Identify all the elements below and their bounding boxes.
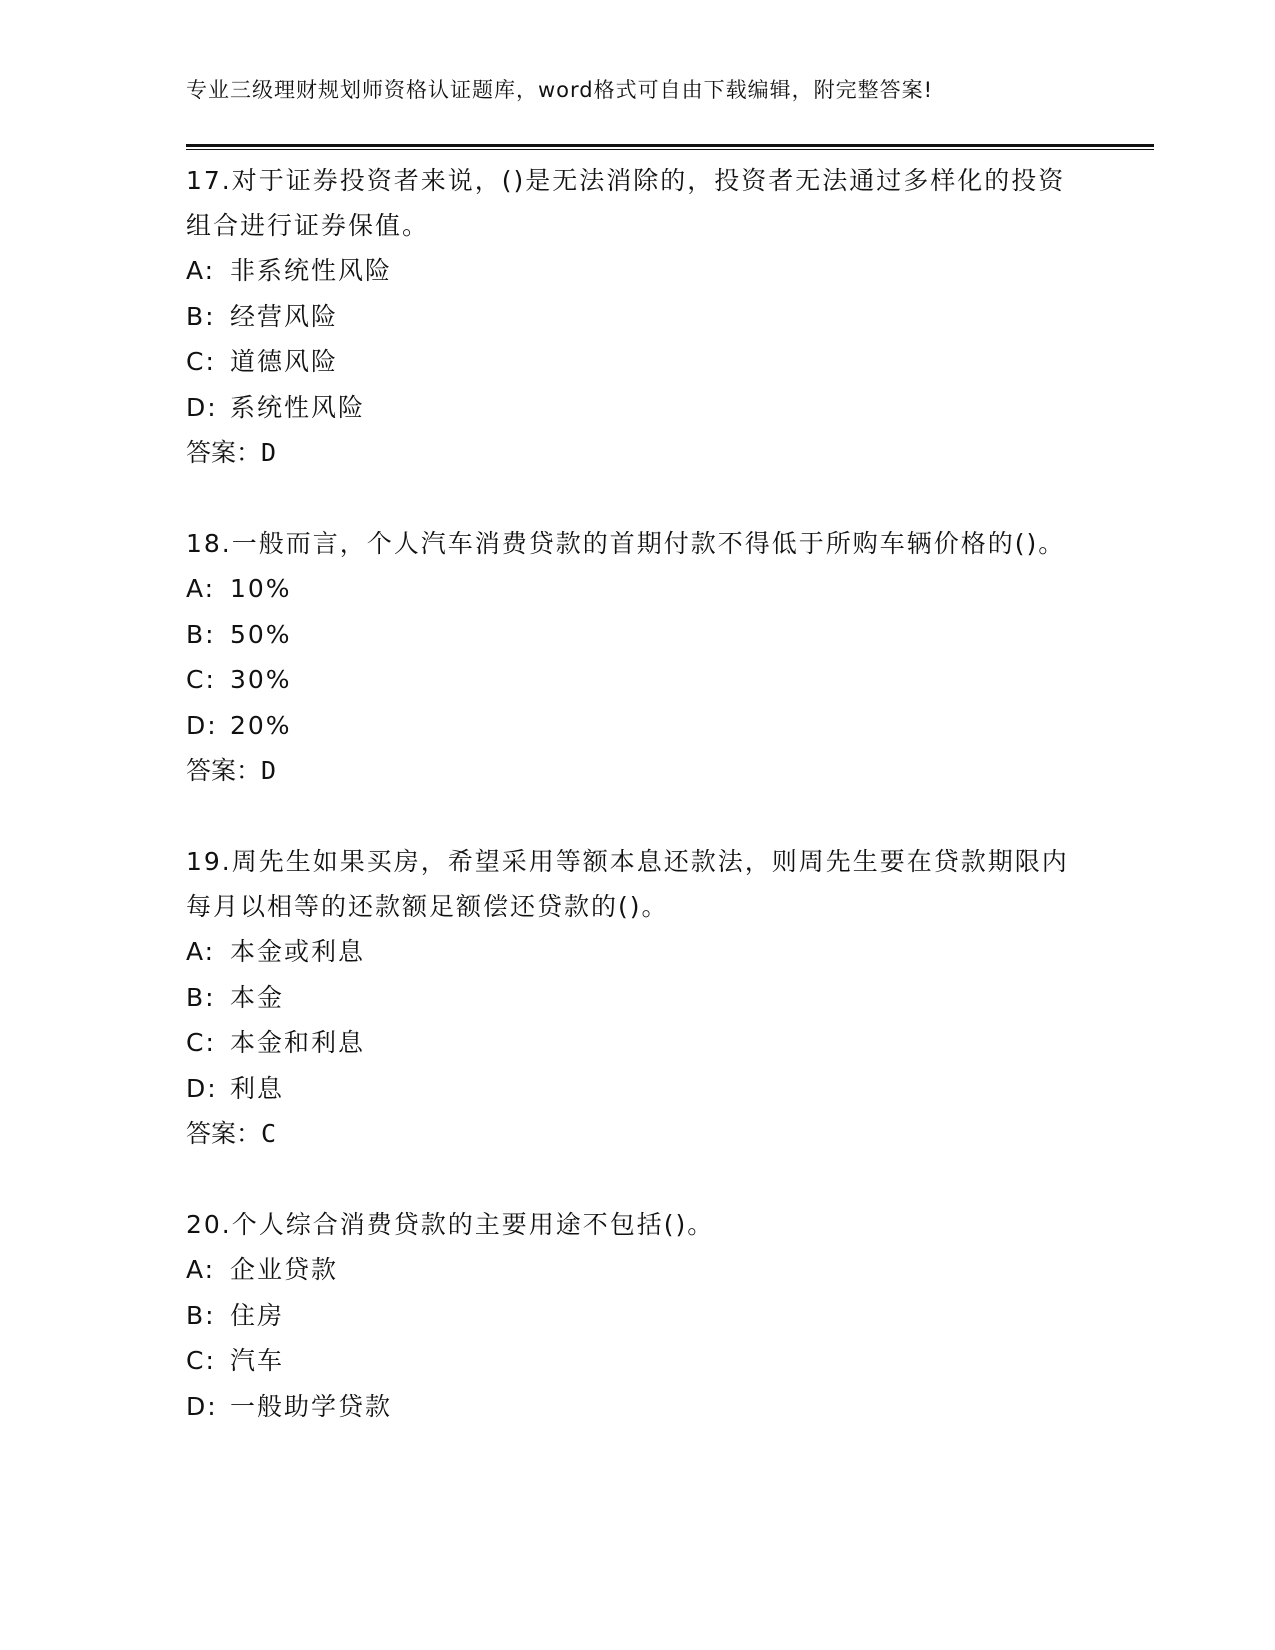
option-letter: A: (186, 1255, 216, 1284)
option-letter: C: (186, 347, 216, 376)
option-b (186, 612, 1086, 658)
option-a (186, 248, 1086, 294)
answer-value: C (261, 1119, 277, 1148)
question-20 (186, 1202, 1086, 1429)
option-text: 住房 (230, 1300, 285, 1330)
answer-label: 答案： (186, 438, 262, 467)
question-19 (186, 839, 1086, 1156)
option-text: 20% (230, 710, 292, 740)
option-text: 本金 (230, 982, 285, 1012)
option-text: 10% (230, 574, 292, 603)
answer-label: 答案： (186, 1119, 262, 1148)
option-text: 经营风险 (230, 301, 339, 331)
question-17 (186, 158, 1086, 475)
answer-label: 答案： (186, 756, 262, 785)
option-c (186, 1338, 1086, 1384)
option-c (186, 339, 1086, 385)
option-letter: D: (186, 710, 218, 740)
option-d (186, 1384, 1086, 1430)
answer-line (186, 430, 1086, 475)
spacer (186, 1156, 1086, 1202)
option-a (186, 566, 1086, 612)
option-b (186, 975, 1086, 1021)
option-letter: A: (186, 937, 216, 966)
question-stem: 20.个人综合消费贷款的主要用途不包括()。 (186, 1210, 715, 1239)
answer-value: D (261, 438, 277, 467)
option-letter: A: (186, 574, 216, 603)
option-text: 50% (230, 619, 292, 649)
option-letter: D: (186, 1391, 218, 1421)
option-letter: B: (186, 1300, 216, 1330)
question-18 (186, 521, 1086, 793)
page-header: 专业三级理财规划师资格认证题库，word格式可自由下载编辑，附完整答案! (186, 78, 934, 102)
option-text: 本金和利息 (230, 1028, 366, 1057)
option-c (186, 657, 1086, 703)
option-text: 利息 (230, 1073, 285, 1103)
option-letter: D: (186, 392, 218, 422)
option-d (186, 385, 1086, 431)
option-b (186, 294, 1086, 340)
question-list (186, 158, 1086, 1429)
option-text: 一般助学贷款 (230, 1391, 393, 1421)
question-stem: 19.周先生如果买房，希望采用等额本息还款法，则周先生要在贷款期限内每月以相等的还款额足额偿还贷款的()。 (186, 847, 1069, 921)
spacer (186, 793, 1086, 839)
option-text: 30% (230, 665, 292, 694)
option-letter: D: (186, 1073, 218, 1103)
option-text: 汽车 (230, 1346, 285, 1375)
option-text: 本金或利息 (230, 937, 366, 966)
option-letter: C: (186, 1346, 216, 1375)
option-text: 企业贷款 (230, 1255, 339, 1284)
answer-value: D (261, 756, 277, 785)
header-rule (186, 144, 1154, 150)
answer-line (186, 748, 1086, 793)
option-letter: B: (186, 982, 216, 1012)
option-c (186, 1020, 1086, 1066)
option-letter: B: (186, 301, 216, 331)
option-a (186, 929, 1086, 975)
option-text: 道德风险 (230, 347, 339, 376)
spacer (186, 475, 1086, 521)
option-d (186, 703, 1086, 749)
option-letter: B: (186, 619, 216, 649)
option-a (186, 1247, 1086, 1293)
option-text: 非系统性风险 (230, 256, 393, 285)
option-b (186, 1293, 1086, 1339)
option-letter: A: (186, 256, 216, 285)
option-d (186, 1066, 1086, 1112)
option-letter: C: (186, 1028, 216, 1057)
question-stem: 17.对于证券投资者来说，()是无法消除的，投资者无法通过多样化的投资组合进行证券保值。 (186, 166, 1066, 240)
option-text: 系统性风险 (230, 392, 366, 422)
answer-line (186, 1111, 1086, 1156)
option-letter: C: (186, 665, 216, 694)
question-stem: 18.一般而言，个人汽车消费贷款的首期付款不得低于所购车辆价格的()。 (186, 529, 1066, 558)
